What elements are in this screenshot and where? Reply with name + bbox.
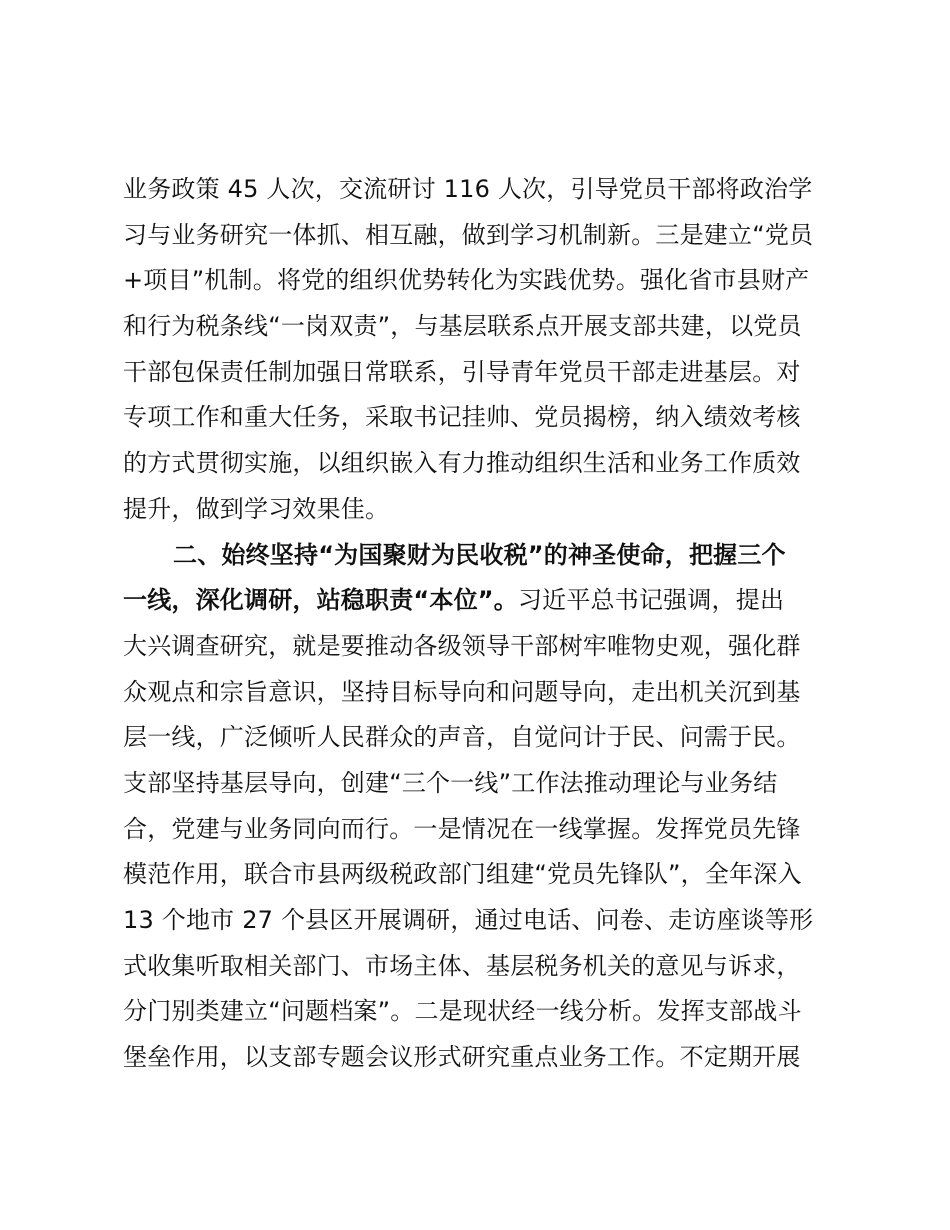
text-line-11: 大兴调查研究，就是要推动各级领导干部树牢唯物史观，强化群 <box>123 631 801 660</box>
text-line-19: 分门别类建立“问题档案”。二是现状经一线分析。发挥支部战斗 <box>123 997 802 1026</box>
text-line-20: 堡垒作用，以支部专题会议形式研究重点业务工作。不定期开展 <box>123 1043 801 1072</box>
text-line-8: 提升，做到学习效果佳。 <box>123 494 390 523</box>
text-line-6: 专项工作和重大任务，采取书记挂帅、党员揭榜，纳入绩效考核 <box>123 403 801 432</box>
section-heading-tail: 一线，深化调研，站稳职责“本位”。 <box>123 586 518 615</box>
text-line-1: 业务政策 45 人次，交流研讨 116 人次，引导党员干部将政治学 <box>123 175 813 203</box>
text-line-10-rest: 习近平总书记强调，提出 <box>517 586 785 615</box>
section-heading-line-1: 二、始终坚持“为国聚财为民收税”的神圣使命，把握三个 <box>173 540 786 569</box>
text-line-4: 和行为税条线“一岗双责”，与基层联系点开展支部共建，以党员 <box>123 312 802 341</box>
text-line-17: 13 个地市 27 个县区开展调研，通过电话、问卷、走访座谈等形 <box>123 906 814 934</box>
section-heading-line-2 <box>123 578 833 624</box>
text-line-3: +项目”机制。将党的组织优势转化为实践优势。强化省市县财产 <box>123 266 810 295</box>
text-line-14: 支部坚持基层导向，创建“三个一线”工作法推动理论与业务结 <box>123 768 778 797</box>
text-line-15: 合，党建与业务同向而行。一是情况在一线掌握。发挥党员先锋 <box>123 814 801 843</box>
text-line-12: 众观点和宗旨意识，坚持目标导向和问题导向，走出机关沉到基 <box>123 677 801 706</box>
text-line-7: 的方式贯彻实施，以组织嵌入有力推动组织生活和业务工作质效 <box>123 449 801 478</box>
text-line-13: 层一线，广泛倾听人民群众的声音，自觉问计于民、问需于民。 <box>123 723 801 752</box>
text-line-2: 习与业务研究一体抓、相互融，做到学习机制新。三是建立“党员 <box>123 220 814 249</box>
text-line-18: 式收集听取相关部门、市场主体、基层税务机关的意见与诉求， <box>123 951 801 980</box>
body-text <box>123 167 833 1081</box>
text-line-16: 模范作用，联合市县两级税政部门组建“党员先锋队”，全年深入 <box>123 860 802 889</box>
text-line-5: 干部包保责任制加强日常联系，引导青年党员干部走进基层。对 <box>123 357 801 386</box>
